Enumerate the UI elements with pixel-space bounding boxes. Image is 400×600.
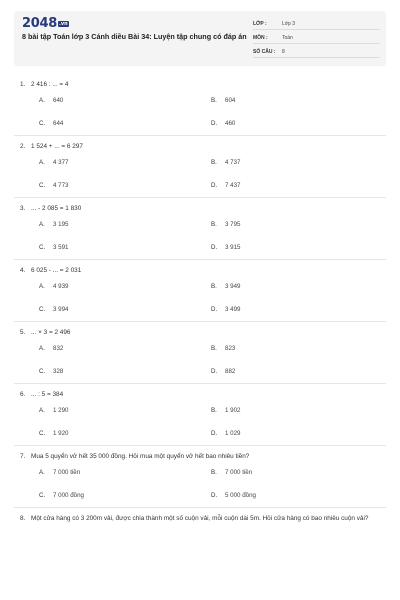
answer-option[interactable] [39, 337, 211, 360]
answer-option[interactable] [39, 275, 211, 298]
question-number: 8. [20, 515, 26, 522]
question-item [14, 507, 386, 523]
answer-option[interactable] [39, 213, 211, 236]
option-value: 3 915 [225, 244, 241, 251]
meta-value: 8 [282, 49, 285, 55]
option-letter: D. [211, 430, 218, 437]
meta-row-subject [253, 30, 380, 44]
option-value: 3 195 [53, 221, 69, 228]
answer-option[interactable] [211, 484, 383, 507]
option-value: 7 000 tiền [53, 469, 81, 476]
option-letter: A. [39, 407, 45, 414]
option-letter: B. [211, 469, 217, 476]
question-item [14, 135, 386, 197]
option-letter: C. [39, 492, 46, 499]
option-letter: D. [211, 368, 218, 375]
question-text: Một cửa hàng có 3 200m vải, được chia thành một số cuộn vải, mỗi cuộn dài 5m. Hỏi cửa hàng có bao nhiêu cuộn vải? [31, 515, 369, 522]
option-value: 604 [225, 97, 236, 104]
answer-option[interactable] [211, 461, 383, 484]
meta-value: Lớp 3 [282, 21, 296, 27]
option-value: 832 [53, 345, 64, 352]
question-number: 1. [20, 81, 26, 88]
option-letter: A. [39, 469, 45, 476]
question-item [14, 445, 386, 507]
question-text: ... : 5 = 384 [31, 391, 64, 398]
answer-option[interactable] [211, 174, 383, 197]
option-letter: D. [211, 244, 218, 251]
meta-row-question-count [253, 44, 380, 58]
option-value: 3 795 [225, 221, 241, 228]
answer-options [39, 151, 386, 197]
question-stem [14, 322, 386, 337]
answer-option[interactable] [211, 89, 383, 112]
answer-options [39, 461, 386, 507]
option-value: 1 902 [225, 407, 241, 414]
answer-option[interactable] [39, 422, 211, 445]
question-stem [14, 446, 386, 461]
page-title: 8 bài tập Toán lớp 3 Cánh diều Bài 34: Luyện tập chung có đáp án [22, 32, 247, 41]
option-letter: D. [211, 306, 218, 313]
logo-tld: .vn [58, 21, 68, 27]
option-letter: D. [211, 120, 218, 127]
question-stem [14, 260, 386, 275]
question-item [14, 259, 386, 321]
option-letter: A. [39, 283, 45, 290]
option-letter: A. [39, 221, 45, 228]
option-value: 5 000 đồng [225, 492, 256, 499]
question-text: 1 524 + ... = 6 297 [31, 143, 83, 150]
question-stem [14, 384, 386, 399]
answer-option[interactable] [211, 213, 383, 236]
answer-options [39, 399, 386, 445]
option-value: 823 [225, 345, 236, 352]
option-value: 7 000 đồng [53, 492, 84, 499]
option-letter: C. [39, 244, 46, 251]
question-text: ... × 3 = 2 496 [31, 329, 71, 336]
option-value: 328 [53, 368, 64, 375]
answer-option[interactable] [211, 151, 383, 174]
question-number: 7. [20, 453, 26, 460]
option-value: 1 290 [53, 407, 69, 414]
answer-option[interactable] [211, 360, 383, 383]
answer-option[interactable] [211, 422, 383, 445]
option-letter: B. [211, 283, 217, 290]
option-value: 3 591 [53, 244, 69, 251]
question-text: 6 025 - ... = 2 031 [31, 267, 82, 274]
option-value: 7 437 [225, 182, 241, 189]
option-value: 3 994 [53, 306, 69, 313]
question-item [14, 383, 386, 445]
option-letter: A. [39, 159, 45, 166]
question-number: 3. [20, 205, 26, 212]
option-value: 640 [53, 97, 64, 104]
question-stem [14, 136, 386, 151]
answer-option[interactable] [39, 174, 211, 197]
option-letter: C. [39, 368, 46, 375]
option-letter: D. [211, 182, 218, 189]
question-stem [14, 198, 386, 213]
answer-options [39, 275, 386, 321]
option-letter: C. [39, 430, 46, 437]
option-letter: B. [211, 221, 217, 228]
option-value: 1 920 [53, 430, 69, 437]
option-letter: A. [39, 97, 45, 104]
option-value: 4 773 [53, 182, 69, 189]
answer-option[interactable] [39, 484, 211, 507]
answer-option[interactable] [39, 399, 211, 422]
option-letter: B. [211, 97, 217, 104]
answer-option[interactable] [39, 236, 211, 259]
option-letter: C. [39, 120, 46, 127]
question-stem [14, 74, 386, 89]
option-value: 7 000 tiền [225, 469, 253, 476]
answer-option[interactable] [39, 151, 211, 174]
meta-label: LỚP : [253, 21, 267, 27]
answer-option[interactable] [211, 399, 383, 422]
answer-option[interactable] [211, 298, 383, 321]
question-text: Mua 5 quyển vở hết 35 000 đồng. Hỏi mua một quyển vở hết bao nhiêu tiền? [31, 453, 250, 460]
answer-option[interactable] [211, 275, 383, 298]
document-meta [253, 16, 380, 58]
option-letter: B. [211, 345, 217, 352]
option-letter: D. [211, 492, 218, 499]
option-letter: C. [39, 182, 46, 189]
question-item [14, 74, 386, 135]
site-logo[interactable] [22, 16, 69, 31]
question-text: 2 416 : ... = 4 [31, 81, 69, 88]
option-value: 4 939 [53, 283, 69, 290]
question-number: 4. [20, 267, 26, 274]
question-number: 6. [20, 391, 26, 398]
answer-options [39, 89, 386, 135]
meta-value: Toán [282, 35, 293, 41]
question-text: ... - 2 085 = 1 830 [31, 205, 82, 212]
answer-options [39, 213, 386, 259]
meta-row-grade [253, 16, 380, 30]
answer-option[interactable] [211, 112, 383, 135]
answer-options [39, 337, 386, 383]
answer-option[interactable] [39, 112, 211, 135]
option-value: 4 737 [225, 159, 241, 166]
document-header [14, 11, 386, 66]
question-list [14, 74, 386, 523]
meta-label: SỐ CÂU : [253, 49, 276, 55]
option-value: 1 029 [225, 430, 241, 437]
question-number: 5. [20, 329, 26, 336]
option-value: 3 499 [225, 306, 241, 313]
option-letter: A. [39, 345, 45, 352]
meta-label: MÔN : [253, 35, 268, 41]
answer-option[interactable] [211, 236, 383, 259]
option-value: 644 [53, 120, 64, 127]
option-value: 882 [225, 368, 236, 375]
option-value: 4 377 [53, 159, 69, 166]
option-letter: B. [211, 407, 217, 414]
logo-text: 2048 [22, 16, 57, 31]
question-item [14, 197, 386, 259]
answer-option[interactable] [211, 337, 383, 360]
question-number: 2. [20, 143, 26, 150]
answer-option[interactable] [39, 360, 211, 383]
option-letter: C. [39, 306, 46, 313]
question-stem [14, 508, 386, 523]
option-value: 460 [225, 120, 236, 127]
question-item [14, 321, 386, 383]
option-letter: B. [211, 159, 217, 166]
answer-option[interactable] [39, 298, 211, 321]
answer-option[interactable] [39, 461, 211, 484]
answer-option[interactable] [39, 89, 211, 112]
option-value: 3 949 [225, 283, 241, 290]
